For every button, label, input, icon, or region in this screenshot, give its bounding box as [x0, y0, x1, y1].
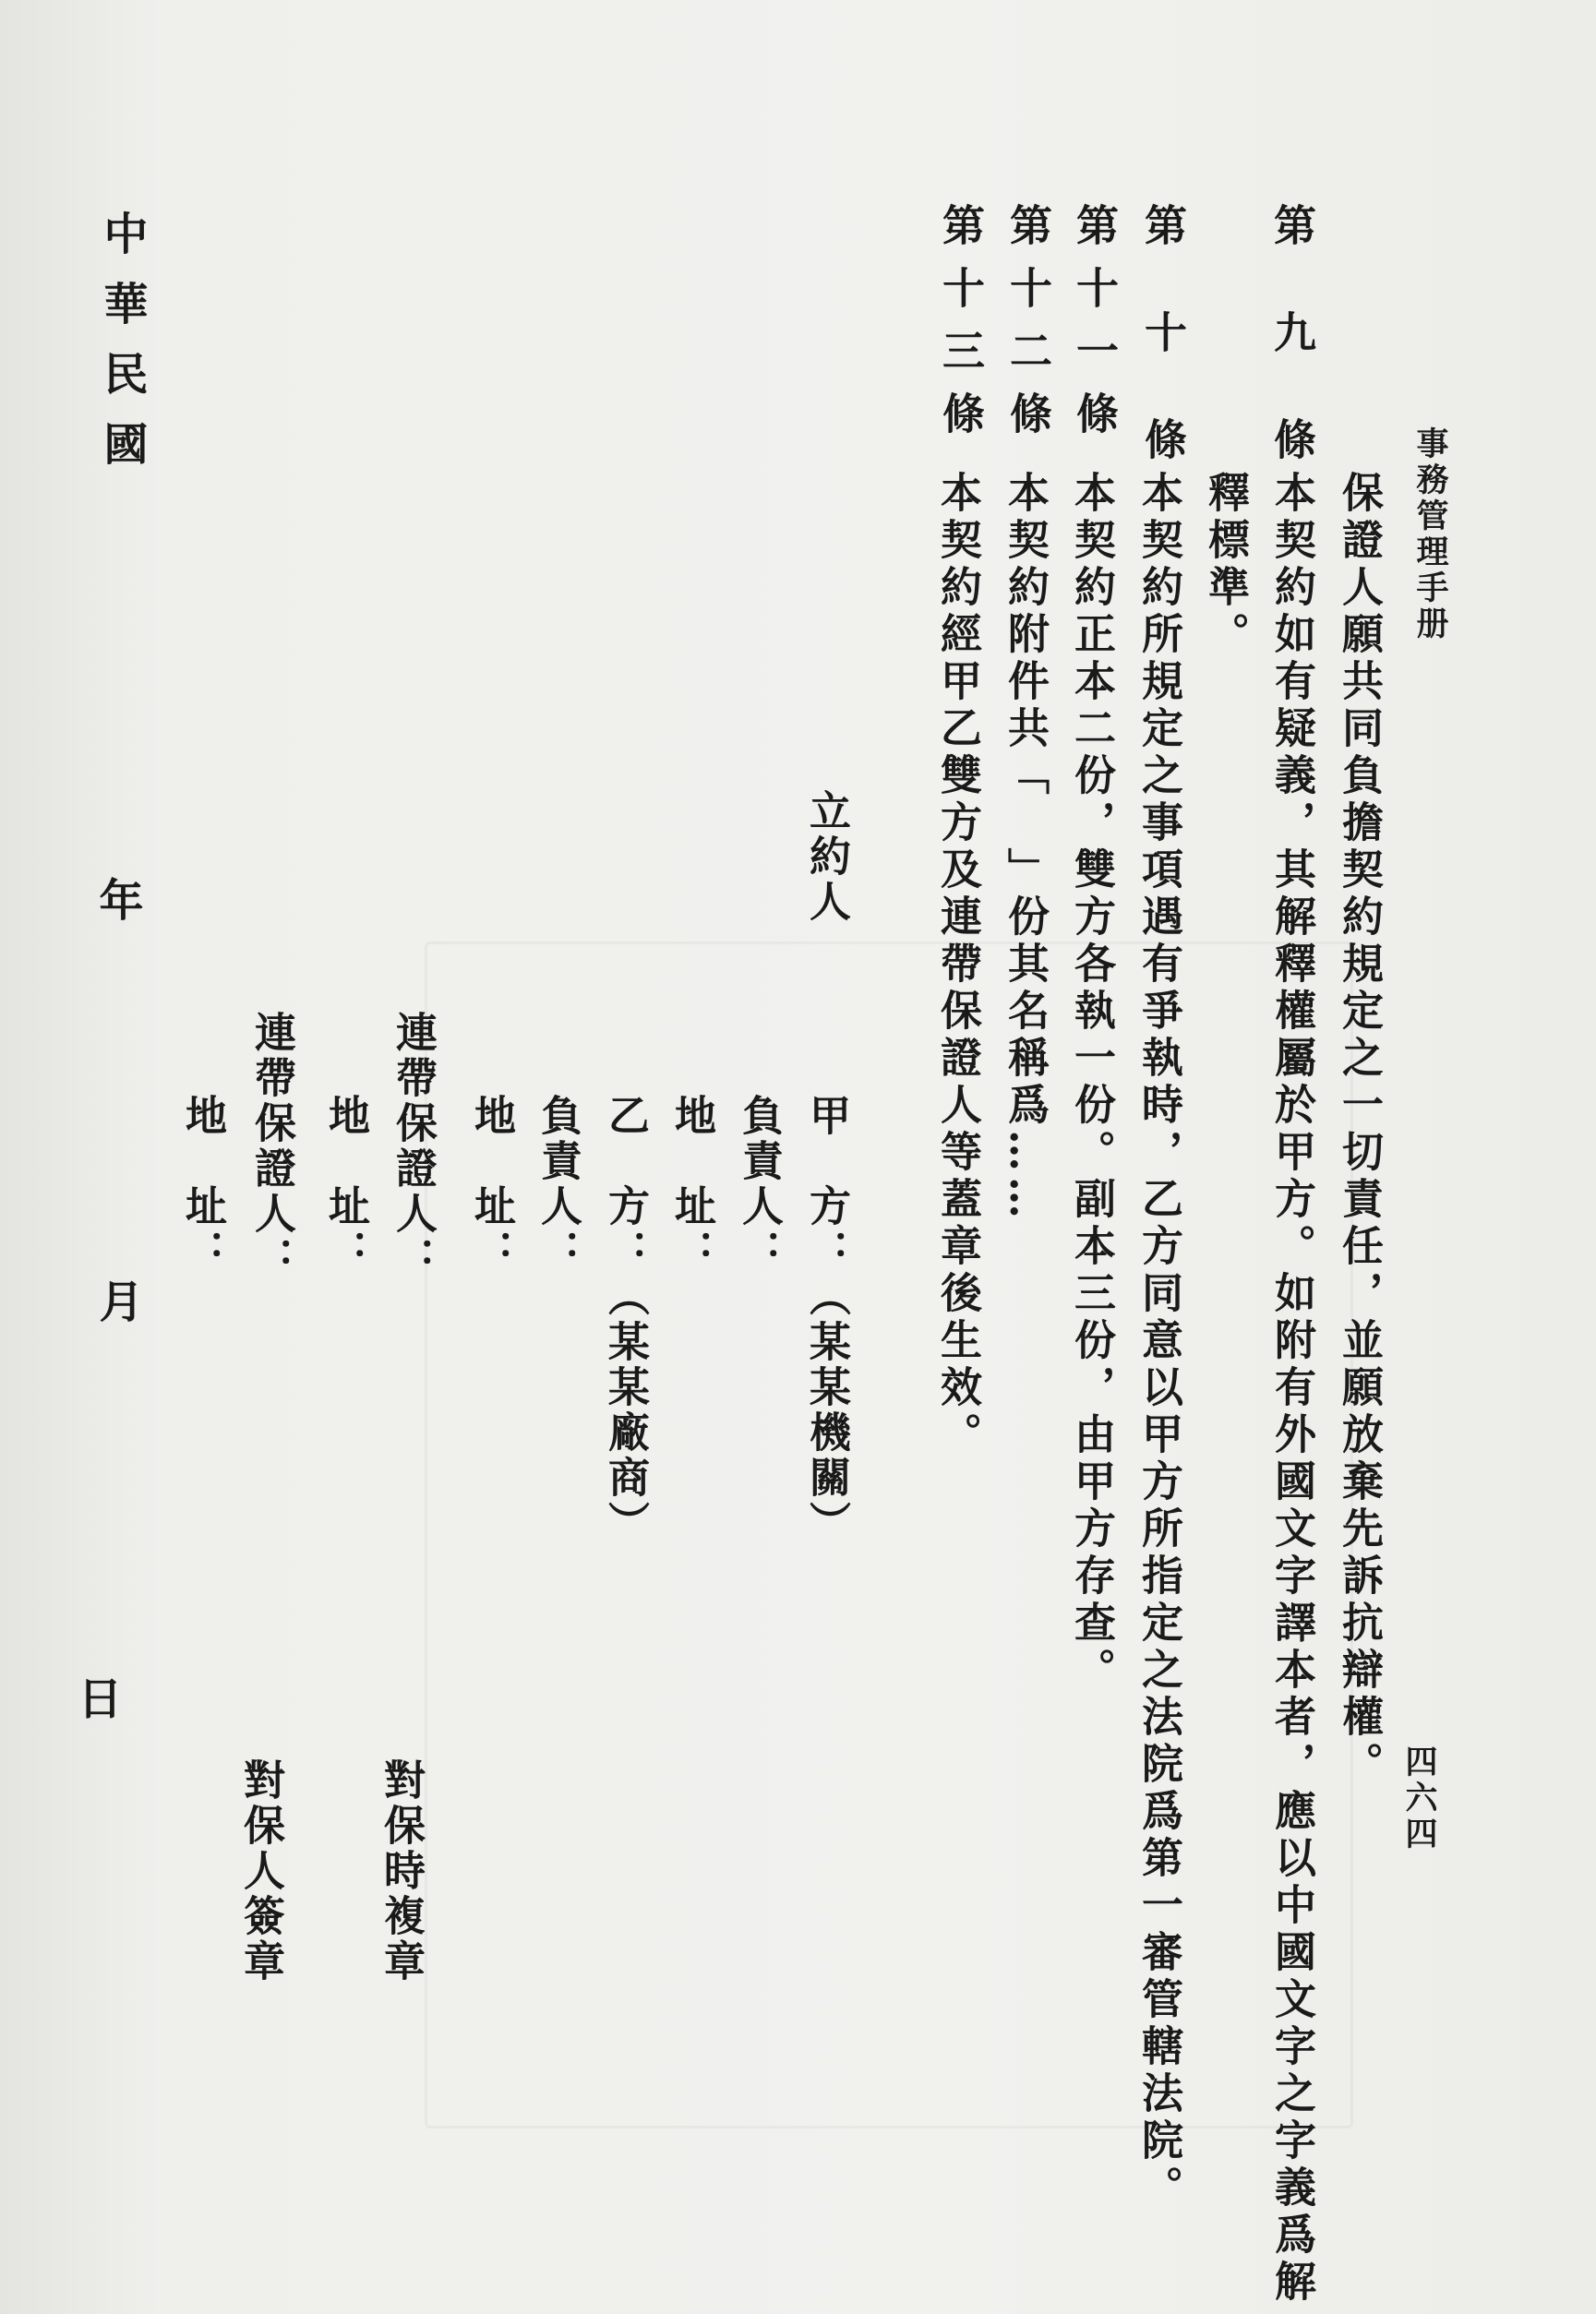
article-9-head: 第 九 條 [1267, 203, 1317, 471]
date-era: 中華民國 [96, 210, 148, 491]
article-12-head: 第十二條 [1003, 203, 1053, 454]
party-b-rep-line: 負責人： [534, 1094, 582, 1275]
book-title: 事務管理手册 [1411, 426, 1449, 642]
article-10-text: 本契約所規定之事項遇有爭執時，乙方同意以甲方所指定之法院爲第一審管轄法院。 [1134, 471, 1183, 2212]
party-a-rep-line: 負責人： [735, 1094, 784, 1275]
article-10-head: 第 十 條 [1138, 203, 1188, 471]
page-number: 四六四 [1400, 1744, 1438, 1852]
guarantor-seal-note: 對保時複章 [377, 1758, 426, 1984]
article-9-text: 本契約如有疑義，其解釋權屬於甲方。如附有外國文字譯本者，應以中國文字之字義爲解 [1267, 471, 1316, 2307]
guarantor-1-line: 連帶保證人： [389, 1011, 438, 1282]
article-11-text: 本契約正本二份，雙方各執一份。副本三份，由甲方存查。 [1067, 471, 1116, 1695]
date-month: 月 [91, 1278, 143, 1323]
party-a-address-line: 地 址： [667, 1094, 716, 1275]
guarantor-2-address-line: 地 址： [178, 1094, 227, 1275]
article-8-continuation: 保證人願共同負擔契約規定之一切責任，並願放棄先訴抗辯權。 [1335, 471, 1384, 1789]
article-13-text: 本契約經甲乙雙方及連帶保證人等蓋章後生效。 [933, 471, 982, 1459]
article-12-text: 本契約附件共「 」份其名稱爲…… [1001, 471, 1050, 1224]
guarantor-signature-note: 對保人簽章 [236, 1758, 285, 1984]
date-day: 日 [70, 1675, 122, 1720]
article-13-head: 第十三條 [936, 203, 986, 454]
guarantor-1-address-line: 地 址： [321, 1094, 370, 1275]
article-11-head: 第十一條 [1070, 203, 1120, 454]
contractor-label: 立約人 [802, 789, 851, 925]
guarantor-2-line: 連帶保證人： [247, 1011, 296, 1282]
party-b-address-line: 地 址： [467, 1094, 516, 1275]
party-b-line: 乙 方：（某某廠商） [601, 1094, 650, 1546]
party-a-line: 甲 方：（某某機關） [802, 1094, 851, 1546]
date-year: 年 [91, 877, 143, 921]
article-9-text-continued: 釋標準。 [1201, 471, 1250, 659]
